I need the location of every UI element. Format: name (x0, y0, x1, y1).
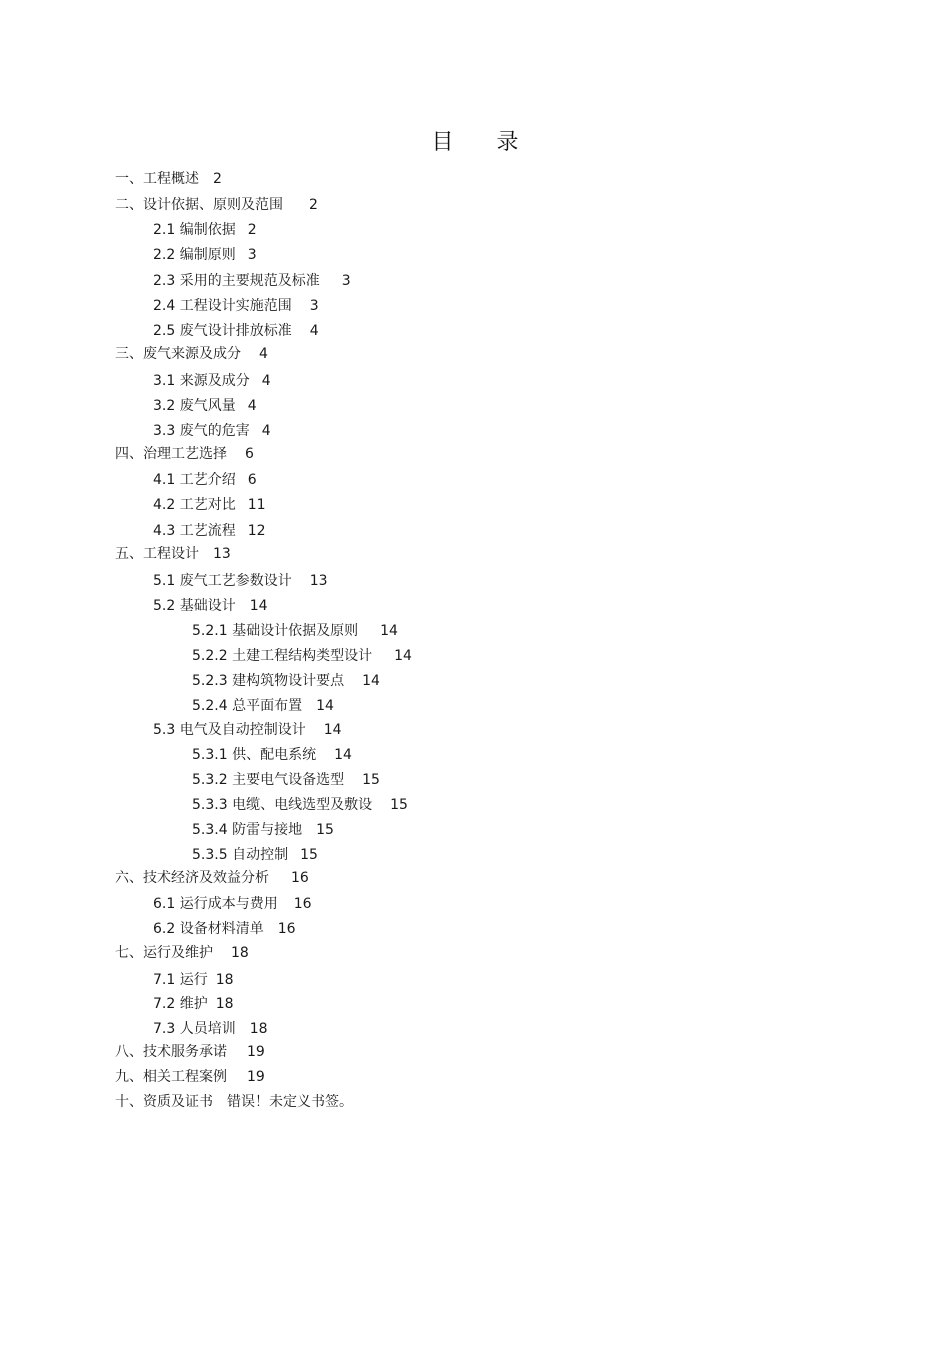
toc-entry-page: 3 (341, 273, 351, 289)
toc-entry-page: 19 (247, 1069, 265, 1085)
toc-entry-label: 4.3 工艺流程 (153, 523, 236, 539)
toc-entry-page: 14 (249, 598, 268, 614)
toc-entry-label: 5.3.1 供、配电系统 (192, 747, 317, 763)
toc-entry[interactable] (153, 995, 234, 1013)
toc-entry[interactable] (115, 869, 309, 887)
toc-entry-page: 15 (300, 847, 318, 863)
toc-entry-label: 九、相关工程案例 (115, 1069, 227, 1085)
toc-entry-page: 18 (231, 945, 249, 961)
toc-entry-page: 12 (247, 523, 266, 539)
toc-entry-label: 5.2.1 基础设计依据及原则 (192, 623, 359, 639)
toc-entry-page: 19 (247, 1044, 265, 1060)
toc-entry-page: 4 (261, 423, 271, 439)
toc-entry-page: 4 (309, 323, 319, 339)
toc-entry-label: 3.1 来源及成分 (153, 373, 250, 389)
toc-entry-page: 11 (247, 497, 266, 513)
toc-entry[interactable] (153, 895, 312, 913)
toc-entry[interactable] (153, 522, 266, 540)
toc-entry[interactable] (153, 297, 319, 315)
toc-entry[interactable] (192, 746, 352, 764)
toc-entry[interactable] (115, 345, 268, 363)
toc-entry-label: 3.2 废气风量 (153, 398, 236, 414)
toc-entry-label: 7.1 运行 (153, 972, 208, 988)
toc-entry[interactable] (115, 445, 254, 463)
toc-entry-page: 14 (334, 747, 352, 763)
toc-entry-page: 16 (293, 896, 312, 912)
toc-entry-label: 6.2 设备材料清单 (153, 921, 264, 937)
toc-entry[interactable] (115, 1043, 265, 1061)
toc-entry[interactable] (192, 647, 412, 665)
toc-entry-page: 6 (245, 446, 254, 462)
toc-entry[interactable] (115, 170, 222, 188)
toc-entry[interactable] (115, 944, 249, 962)
toc-entry[interactable] (115, 1093, 353, 1111)
toc-entry-label: 5.2 基础设计 (153, 598, 236, 614)
toc-entry-page: 2 (213, 171, 222, 187)
toc-entry-label: 5.3 电气及自动控制设计 (153, 722, 306, 738)
toc-entry-page: 错误！未定义书签。 (227, 1094, 353, 1110)
toc-entry-page: 13 (213, 546, 231, 562)
toc-entry-page: 18 (215, 996, 234, 1012)
toc-entry-label: 七、运行及维护 (115, 945, 213, 961)
toc-entry[interactable] (192, 796, 408, 814)
toc-entry[interactable] (153, 272, 351, 290)
toc-entry-label: 三、废气来源及成分 (115, 346, 241, 362)
toc-entry-page: 4 (247, 398, 257, 414)
toc-entry[interactable] (153, 246, 257, 264)
toc-entry-page: 15 (316, 822, 334, 838)
toc-entry-label: 二、设计依据、原则及范围 (115, 197, 283, 213)
toc-entry-label: 五、工程设计 (115, 546, 199, 562)
toc-entry[interactable] (192, 771, 380, 789)
toc-entry-page: 14 (380, 623, 398, 639)
toc-entry-label: 5.2.2 土建工程结构类型设计 (192, 648, 373, 664)
toc-entry-label: 7.3 人员培训 (153, 1021, 236, 1037)
toc-entry-page: 14 (394, 648, 412, 664)
toc-entry-label: 2.5 废气设计排放标准 (153, 323, 292, 339)
toc-entry[interactable] (192, 821, 334, 839)
toc-entry[interactable] (192, 697, 334, 715)
toc-entry[interactable] (153, 496, 266, 514)
toc-entry-label: 6.1 运行成本与费用 (153, 896, 278, 912)
toc-entry-label: 4.1 工艺介绍 (153, 472, 236, 488)
toc-entry-page: 2 (247, 222, 257, 238)
toc-entry[interactable] (153, 572, 328, 590)
toc-entry[interactable] (153, 1020, 268, 1038)
toc-entry[interactable] (153, 422, 271, 440)
toc-entry-label: 2.3 采用的主要规范及标准 (153, 273, 320, 289)
toc-entry-page: 15 (362, 772, 380, 788)
toc-entry-label: 5.1 废气工艺参数设计 (153, 573, 292, 589)
toc-entry-page: 18 (215, 972, 234, 988)
toc-entry-page: 4 (259, 346, 268, 362)
toc-entry-label: 5.3.2 主要电气设备选型 (192, 772, 345, 788)
toc-entry-label: 5.2.3 建构筑物设计要点 (192, 673, 345, 689)
toc-entry-label: 5.3.3 电缆、电线选型及敷设 (192, 797, 373, 813)
toc-entry-label: 5.2.4 总平面布置 (192, 698, 303, 714)
page-title: 目 录 (431, 130, 537, 155)
toc-entry-page: 18 (249, 1021, 268, 1037)
toc-entry-page: 14 (323, 722, 342, 738)
toc-entry-label: 3.3 废气的危害 (153, 423, 250, 439)
toc-entry-label: 2.2 编制原则 (153, 247, 236, 263)
toc-entry-page: 14 (362, 673, 380, 689)
toc-entry-page: 15 (390, 797, 408, 813)
toc-entry-page: 14 (316, 698, 334, 714)
toc-entry-label: 四、治理工艺选择 (115, 446, 227, 462)
toc-entry[interactable] (153, 920, 296, 938)
toc-entry-page: 4 (261, 373, 271, 389)
toc-entry-page: 6 (247, 472, 257, 488)
toc-entry-label: 六、技术经济及效益分析 (115, 870, 269, 886)
toc-entry-label: 八、技术服务承诺 (115, 1044, 227, 1060)
toc-entry[interactable] (192, 622, 398, 640)
toc-entry[interactable] (115, 545, 231, 563)
toc-entry[interactable] (153, 721, 342, 739)
toc-entry-label: 一、工程概述 (115, 171, 199, 187)
toc-entry-page: 16 (291, 870, 309, 886)
toc-entry[interactable] (153, 471, 257, 489)
toc-entry-page: 13 (309, 573, 328, 589)
toc-entry[interactable] (153, 221, 257, 239)
toc-entry-page: 3 (247, 247, 257, 263)
toc-entry-label: 4.2 工艺对比 (153, 497, 236, 513)
toc-entry-page: 16 (277, 921, 296, 937)
toc-entry-label: 5.3.5 自动控制 (192, 847, 289, 863)
toc-entry-label: 7.2 维护 (153, 996, 208, 1012)
toc-entry-label: 2.1 编制依据 (153, 222, 236, 238)
toc-entry[interactable] (153, 971, 234, 989)
toc-entry-label: 5.3.4 防雷与接地 (192, 822, 303, 838)
toc-entry-label: 2.4 工程设计实施范围 (153, 298, 292, 314)
toc-entry[interactable] (153, 322, 319, 340)
toc-entry[interactable] (115, 196, 318, 214)
toc-entry[interactable] (153, 372, 271, 390)
toc-entry-page: 2 (309, 197, 318, 213)
toc-entry[interactable] (153, 397, 257, 415)
toc-entry-label: 十、资质及证书 (115, 1094, 213, 1110)
toc-entry[interactable] (192, 846, 318, 864)
toc-entry[interactable] (115, 1068, 265, 1086)
toc-entry[interactable] (153, 597, 268, 615)
toc-entry-page: 3 (309, 298, 319, 314)
toc-entry[interactable] (192, 672, 380, 690)
